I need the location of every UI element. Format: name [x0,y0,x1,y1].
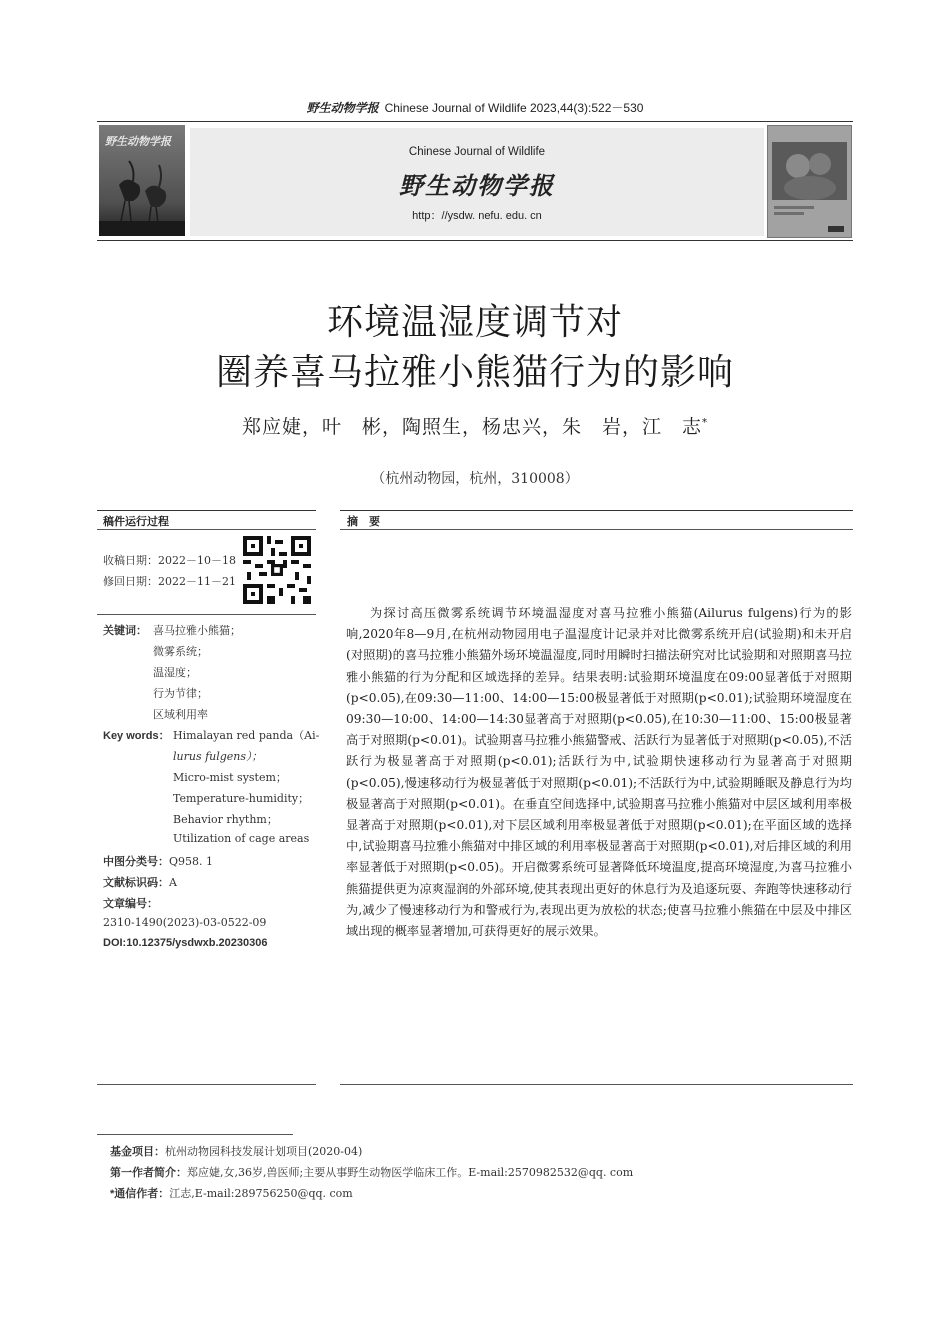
first-author-label: 第一作者简介： [110,1167,187,1179]
keywords-label: 关键词： [103,625,147,637]
left-col-sub-rule [97,529,316,530]
clc-row [103,853,213,869]
received-date: 收稿日期：2022－10－18 [103,554,236,567]
article-title-line1: 环境温湿度调节对 [326,302,623,343]
first-author-value: 郑应婕,女,36岁,兽医师;主要从事野生动物医学临床工作。E-mail:2570982532@qq. com [187,1166,634,1179]
corresponding-mark: * [702,417,708,429]
journal-cover-right [767,125,852,238]
fund-footnote [110,1143,362,1159]
doc-code-label: 文献标识码： [103,877,169,889]
left-col-top-rule [97,510,316,511]
corresponding-footnote [110,1185,353,1201]
clc-value: Q958. 1 [169,855,214,868]
fund-label: 基金项目： [110,1146,165,1158]
author-list: 郑应婕，叶 彬，陶照生，杨忠兴，朱 岩，江 志 [241,416,702,438]
running-head [0,99,950,116]
keyword-en-3: Micro-mist system； [173,771,287,784]
monkey-cover-image [768,126,851,237]
left-col-mid-rule [97,614,316,615]
keyword-en-5: Behavior rhythm； [173,813,278,826]
banner-url: http：//ysdw. nefu. edu. cn [412,210,542,222]
corr-label: *通信作者： [110,1188,170,1200]
keyword-en-6: Utilization of cage areas [173,832,310,845]
keyword-cn-1: 喜马拉雅小熊猫； [153,624,241,637]
keyword-en-1: Himalayan red panda（Ai- [173,729,320,742]
corr-value: 江志,E-mail:289756250@qq. com [169,1187,353,1200]
banner-bottom-rule [97,240,853,241]
revised-date: 修回日期：2022－11－21 [103,575,236,588]
doc-code-value: A [169,876,177,889]
clc-label: 中图分类号： [103,856,169,868]
left-col-bottom-rule [97,1084,316,1085]
banner-journal-en: Chinese Journal of Wildlife [408,146,546,158]
keyword-en-2: lurus fulgens）； [173,750,263,763]
journal-cover-left [99,125,185,236]
doi[interactable]: DOI:10.12375/ysdwxb.20230306 [103,937,268,949]
abstract-heading: 摘 要 [347,516,380,528]
first-author-footnote [110,1164,633,1180]
keyword-cn-4: 行为节律； [153,687,208,700]
keyword-cn-5: 区域利用率 [153,708,208,721]
affiliation: （杭州动物园，杭州，310008） [371,471,579,487]
qr-code[interactable] [243,536,311,604]
journal-banner [190,128,764,236]
doc-code-row [103,874,177,890]
left-cover-title: 野生动物学报 [105,135,171,148]
keyword-cn-2: 微雾系统； [153,645,208,658]
history-heading: 稿件运行过程 [103,516,169,528]
right-col-sub-rule [340,529,853,530]
authors [0,412,950,439]
right-col-bottom-rule [340,1084,853,1085]
article-no-label: 文章编号： [103,898,158,910]
running-head-journal-cn: 野生动物学报 [306,101,379,115]
keywords-en-label: Key words： [103,730,170,742]
running-head-citation: Chinese Journal of Wildlife 2023,44(3):522－530 [384,101,644,115]
right-col-top-rule [340,510,853,511]
abstract-text: 为探讨高压微雾系统调节环境温湿度对喜马拉雅小熊猫(Ailurus fulgens)行为的影响,2020年8—9月,在杭州动物园用电子温湿度计记录并对比微雾系统开启(试验期)和未开启(对照期)的喜马拉雅小熊猫外场环境温湿度,同时用瞬时扫描法研究对比试验期和对照期喜马拉雅小熊猫的行为分配和区域选择的差异。结果表明:试验期环境温度在09:00显著低于对照期(p<0.05),在09:30—11:00、14:00—15:00极显著低于对照期(p<0.01);试验期环境湿度在09:30—10:00、14:00—14:30显著高于对照期(p<0.05),在10:30—11:00、15:00极显著高于对照期(p<0.01)。试验期喜马拉雅小熊猫警戒、活跃行为显著低于对照期(p<0.05),不活跃行为极显著高于对照期(p<0.01);活跃行为中,试验期快速移动行为显著高于对照期(p<0.05),慢速移动行为极显著低于对照期(p<0.01);不活跃行为中,试验期睡眠及静息行为均极显著高于对照期(p<0.01)。在垂直空间选择中,试验期喜马拉雅小熊猫对中层区域利用率极显著高于对照期(p<0.01),对下层区域利用率极显著低于对照期(p<0.01);在平面区域的选择中,试验期喜马拉雅小熊猫对中排区域的利用率极显著高于对照期(p<0.01),对后排区域的利用率显著低于对照期(p<0.05)。开启微雾系统可显著降低环境温度,提高环境湿度,为喜马拉雅小熊猫提供更为凉爽湿润的外部环境,使其表现出更好的休息行为及追逐玩耍、奔跑等快速移动行为,减少了慢速移动行为和警戒行为,表现出更为放松的状态;使喜马拉雅小熊猫在中层及中排区域出现的概率显著增加,可获得更好的展示效果。 [346,606,852,939]
keyword-cn-3: 温湿度； [153,666,197,679]
banner-journal-cn: 野生动物学报 [399,171,555,200]
fund-value: 杭州动物园科技发展计划项目(2020-04) [165,1145,363,1158]
article-no-value: 2310-1490(2023)-03-0522-09 [103,916,267,929]
keyword-en-4: Temperature-humidity； [173,792,310,805]
footnote-rule [97,1134,293,1135]
article-title-line2: 圈养喜马拉雅小熊猫行为的影响 [215,352,734,393]
header-rule [97,121,853,122]
